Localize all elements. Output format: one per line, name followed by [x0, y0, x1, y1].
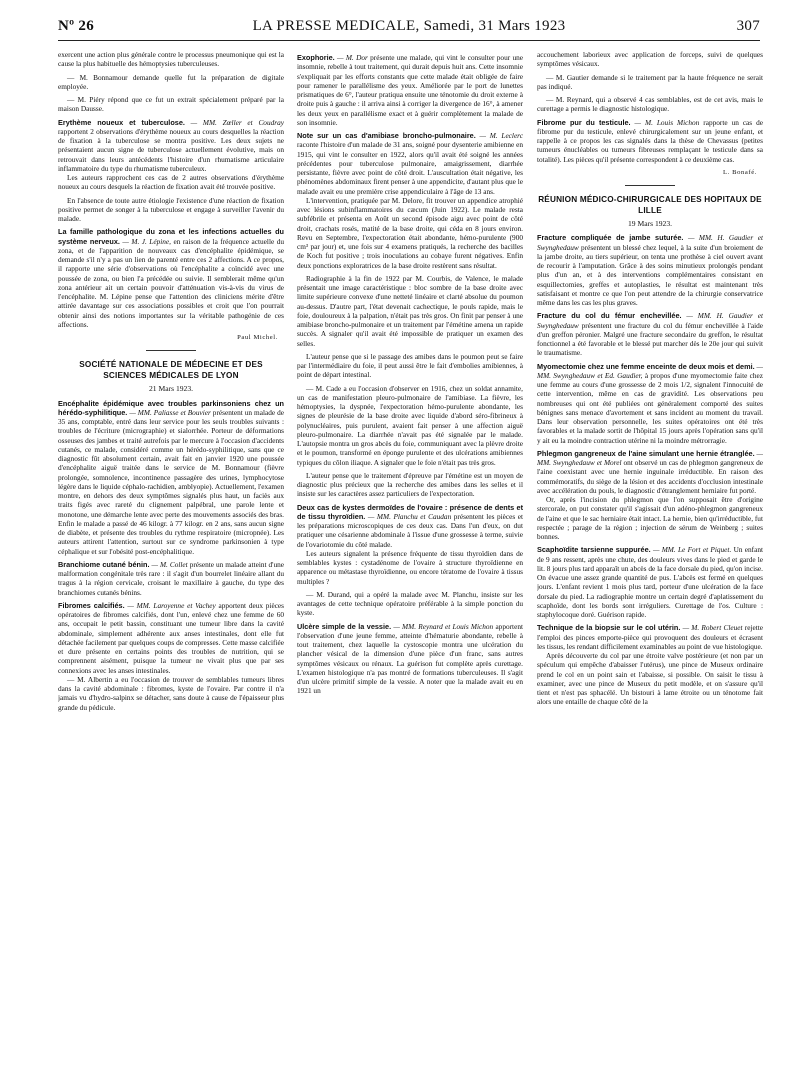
article-myomectomie [537, 362, 763, 445]
divider [146, 350, 196, 351]
divider [625, 185, 675, 186]
article-heading: Fracture du col du fémur enchevillée. [537, 311, 682, 321]
paragraph: — M. Piéry répond que ce fut un extrait spécialement préparé par la maison Dausse. [58, 95, 284, 114]
article-erytheme [58, 118, 284, 174]
article-authors: — MM. Swynghedauw et Ed. Gaudier, [537, 361, 763, 380]
article-text: raconte l'histoire d'un malade de 31 ans, soigné pour dysenterie amibienne en 1915, qui vint le consulter en 1922, alors qu'il avait été soigné les années précédentes pour tuberculose pulmonaire, amaigrissement, diarrhée persistante, fièvre avec point de côté droit. L'auscultation était négative, les phénomènes abdominaux firent penser à une appendicite, d'autant plus que le malade avait eu une première crise appendiculaire à l'âge de 13 ans. [297, 140, 523, 196]
paragraph: Les auteurs rapprochent ces cas de 2 autres observations d'érythème noueux au cours desquels la réaction de fixation avait été trouvée positive. [58, 173, 284, 192]
article-text: rejette l'emploi des pinces emporte-pièce qui provoquent des douleurs et écrasent les tissus, les rendant difficilement examinables au point de vue histologique. [537, 623, 763, 651]
paragraph: Les auteurs signalent la présence fréquente de tissu thyroïdien dans de semblables kystes : cystadénome de l'ovaire à structure thyroïdienne en apparence ou métastase thyroïdienne, ou encore tératome de l'ovaire à tissus multiples ? [297, 548, 523, 586]
paragraph: — M. Durand, qui a opéré la malade avec M. Planchu, insiste sur les avantages de cette technique opératoire préférable à la simple ponction du kyste. [297, 589, 523, 618]
paragraph: En l'absence de toute autre étiologie l'existence d'une réaction de fixation positive permet de songer à la tuberculose et engage à surveiller l'avenir du malade. [58, 195, 284, 223]
article-text: en raison de la fréquence actuelle du zona, et de l'apparition de nouveaux cas d'encéphalite épidémique, se demande s'il n'y a pas un lien de parenté entre ces 2 affections. A ce propos, il rapporte une série d'observations où l'encéphalite a coïncidé avec une poussée de zona, ou bien l'a précédée ou suivie. Il semblerait même qu'un zona antérieur ait un certain pouvoir d'atténuation vis-à-vis du virus de l'encéphalite. M. Lépine pense que l'attention des cliniciens mérite d'être attirée davantage sur ces associations possibles et croit que l'on pourrait obtenir ainsi des notions importantes sur la véritable pathogénie de ces affections. [58, 236, 284, 329]
article-authors: — MM. Le Fort et Piquet. [652, 545, 732, 555]
article-heading: Technique de la biopsie sur le col utérin. [537, 623, 681, 633]
paragraph: L'intervention, pratiquée par M. Delore, fit trouver un appendice atrophié avec lésions subinflammatoires du cæcum (Juin 1922). Le malade resta subfébrile et présenta en Août un second épisode aigu avec point de côté droit, crachats rosés, matité de la base droite, qui céda en 8 jours environ. Revu en Septembre, l'expectoration était abondante, hémo-purulente (900 cm³ par jour) et, une fois sur 4 examens pratiqués, la recherche des bacilles de Koch fut positive ; trois inoculations au cobaye furent négatives. Enfin deux ponctions exploratrices de la base droite restèrent sans résultat. [297, 195, 523, 270]
article-authors: — MM. H. Gaudier et Swynghedauw [537, 311, 763, 330]
article-fibromes [58, 601, 284, 675]
article-text: présentent les pièces et les préparations microscopiques de ces deux cas. Dans l'un d'eux, on dut pratiquer une césarienne abdominale à l'issue d'une grossesse à terme, suivie de l'ovariotomie du côté malade. [297, 511, 523, 549]
article-heading: Phlegmon gangreneux de l'aine simulant une hernie étranglée. [537, 448, 755, 458]
signature: Paul Michel. [237, 334, 278, 341]
article-zona [58, 227, 284, 329]
article-scaphoidite [537, 545, 763, 619]
article-branchiome [58, 560, 284, 597]
article-exophorie [297, 53, 523, 127]
article-heading: Exophorie. [297, 53, 335, 62]
article-authors: — M. Dor [337, 53, 368, 62]
article-heading: La famille pathologique du zona et les infections actuelles du système nerveux. [58, 227, 284, 246]
article-authors: — MM. Laroyenne et Vachey [127, 600, 216, 610]
article-heading: Erythème noueux et tuberculose. [58, 117, 185, 127]
article-text: présente un malade atteint d'une malformation congénitale très rare : il s'agit d'un bourrelet linéaire allant du tragus à la région cervicale, croisant le maxillaire à gauche, du type des branchiomes cutanés bénins. [58, 559, 284, 597]
paragraph: accouchement laborieux avec application de forceps, suivi de quelques symptômes vésicaux. [537, 50, 763, 69]
session-date: 19 Mars 1923. [627, 219, 673, 228]
paragraph: L'auteur pense que le traitement d'épreuve par l'émétine est un moyen de diagnostic plus précieux que la recherche des amibes dans les selles et il insiste sur les caractères assez particuliers de l'expectoration. [297, 470, 523, 499]
article-authors: — M. Louis Michon [634, 117, 700, 127]
page-header [58, 14, 760, 41]
article-fibrome-testicule [537, 118, 763, 164]
article-heading: Fibromes calcifiés. [58, 600, 125, 610]
article-heading: Myomectomie chez une femme enceinte de deux mois et demi. [537, 361, 755, 371]
article-heading: Fibrome pur du testicule. [537, 117, 631, 127]
society-heading: SOCIÉTÉ NATIONALE DE MÉDECINE ET DES SCIENCES MÉDICALES DE LYON [79, 360, 263, 381]
article-heading: Deux cas de kystes dermoïdes de l'ovaire : présence de dents et de tissu thyroïdien. [297, 502, 523, 521]
article-authors: — M. Collet [151, 559, 188, 569]
article-text: présentent une fracture du col du fémur enchevillée à l'aide d'un greffon péronier. Malgré une fracture secondaire du greffon, le résultat fonctionnel a été favorable et le blessé put marcher dès le 20e jour qui suivit le traumatisme. [537, 320, 763, 358]
article-text: apportent deux pièces opératoires de fibromes calcifiés, dont l'un, enlevé chez une femme de 60 ans, occupait le petit bassin, constituant une tumeur libre dans la cavité abdominale, simplement adhérente aux anses intestinales, dont elle fut détachée facilement par quelques coups de compresses. Cette masse calcifiée et dure présente en certains points des troubles de nutrition, qui se comprennent aisément, puisque la tumeur ne vivait plus que par ses connexions avec les anses intestinales. [58, 600, 284, 675]
article-encephalite [58, 399, 284, 556]
article-heading: Note sur un cas d'amibiase broncho-pulmonaire. [297, 131, 476, 140]
article-authors: — MM. Swynghedauw et Morel [537, 448, 763, 467]
paragraph: — M. Reynard, qui a observé 4 cas semblables, est de cet avis, mais le curettage a permis le diagnostic histologique. [537, 95, 763, 114]
paragraph: — M. Bonnamour demande quelle fut la préparation de digitale employée. [58, 72, 284, 91]
article-heading: Ulcère simple de la vessie. [297, 621, 392, 631]
article-heading: Encéphalite épidémique avec troubles parkinsoniens chez un hérédo-syphilitique. [58, 398, 284, 417]
article-text: rapportent 2 observations d'érythème noueux au cours desquelles la réaction de fixation à la tuberculose se montra positive. Les deux sujets ne présentaient aucun signe de tuberculose actuellement évolutive, mais on retrouvait dans leurs antécédents l'histoire d'un rhumatisme articulaire inflammatoire du type du rhumatisme tuberculeux. [58, 126, 284, 173]
article-authors: — MM. Planchu et Caudan [367, 511, 452, 521]
paragraph: — M. Albertin a eu l'occasion de trouver de semblables tumeurs libres dans la cavité abdominale : fibromes, kyste de l'ovaire. Par contre il n'a jamais vu d'hydro-salpinx se détacher, sans doute à cause de l'épaisseur plus grande du pédicule. [58, 674, 284, 712]
article-authors: — M. Robert Cleuet [682, 623, 743, 633]
article-text: rapporte un cas de fibrome pur du testicule, enlevé chirurgicalement sur un jeune enfant, et rappelle à ce propos les cas signalés dans la thèse de Chevassus (petites tumeurs énucléables ou tumeurs fibreuses remplaçant le testicule dans sa totalité). Les pièces qu'il présente correspondent à ce deuxième cas. [537, 117, 763, 164]
article-fracture-femur [537, 311, 763, 357]
society-heading: RÉUNION MÉDICO-CHIRURGICALE DES HOPITAUX DE LILLE [538, 195, 762, 215]
paragraph: exercent une action plus générale contre le processus pneumonique qui est la cause la plus habituelle des hémoptysies tuberculeuses. [58, 50, 284, 69]
paragraph: — M. Gautier demande si le traitement par la haute fréquence ne serait pas indiqué. [537, 72, 763, 91]
article-biopsie [537, 623, 763, 651]
article-kystes [297, 503, 523, 549]
article-authors: — MM. H. Gaudier et Swynghedauw [537, 233, 763, 252]
paragraph: Après découverte du col par une étroite valve postérieure (et non par un spéculum qui empêche d'abaisser l'utérus), une pince de Museux ordinaire prend le col en un point sain et l'abaisse, si possible. On saisit le tissu à examiner, avec une pince de Museux du petit modèle, et on s'assure qu'il tient et n'est pas sphacélé. Un bistouri à lame étroite ou un ténotome fait alors une entaille de chaque côté de la [537, 651, 763, 707]
paragraph: Radiographie à la fin de 1922 par M. Courbis, de Valence, le malade présentait une image caractéristique : bloc sombre de la base droite avec limite supérieure convexe d'une netteté linéaire et clarté absolue du poumon au-dessus. D'autre part, l'état devenait cachectique, le pouls rapide, mais le foie, douloureux à la palpation, n'était pas très gros. On finit par penser à une amibiase broncho-pulmonaire et un traitement par l'émétine amena un rapide succès. A signaler qu'il avait été impossible de pratiquer un examen des selles. [297, 273, 523, 348]
article-authors: — MM. Paliasse et Bouvier [129, 407, 211, 417]
article-text: présentent un blessé chez lequel, à la suite d'un broiement de la jambe droite, au tiers supérieur, on tenta une prothèse à ciel ouvert avant de recourir à l'amputation. Grâce à des soins minutieux prolongés pendant plus d'un an, et à des interventions complémentaires consistant en esquillectomies, greffes et autoplasties, le résultat est maintenant très satisfaisant et montre ce que l'on peut attendre de la chirurgie conservatrice même dans les cas les plus graves. [537, 242, 763, 307]
article-text: apportent l'observation d'une jeune femme, atteinte d'hématurie abondante, rebelle à tout traitement, chez laquelle la cystoscopie montra une ulcération du plancher vésical de la dimension d'une pièce d'un franc, sans autres symptômes vésicaux ou rénaux. La guérison fut complète après curettage. L'examen histologique n'a pas montré de formations tuberculeuses. Il s'agit d'un ulcère primitif simple de la vessie. A noter que la malade avait eu en 1921 un [297, 621, 523, 696]
article-authors: — MM. Zœller et Coudray [190, 117, 284, 127]
article-text: ont observé un cas de phlegmon gangreneux de l'aine coexistant avec une hernie inguinale irréductible. En raison des commémoratifs, du siège de la lésion et des accidents d'occlusion intestinale avec accélération du pouls, le diagnostic d'étranglement herniaire fut porté. [537, 458, 763, 495]
article-phlegmon [537, 449, 763, 495]
column-middle [297, 50, 523, 1075]
column-left [58, 50, 284, 1075]
session-date: 21 Mars 1923. [148, 384, 194, 394]
article-amibiase [297, 131, 523, 196]
column-right [537, 50, 763, 1075]
article-heading: Fracture compliquée de jambe suturée. [537, 233, 684, 243]
paragraph: — M. Cade a eu l'occasion d'observer en 1916, chez un soldat annamite, un cas de manifestation pleuro-pulmonaire de l'amibiase. La fièvre, les hémoptysies, la dyspnée, l'expectoration hémo-purulente abondante, les signes de pleurésie de la base droite avec liquide d'abord séro-fibrineux à polynucléaires, puis purulent, avaient fait penser à une affection aiguë pleuro-pulmonaire. La diarrhée n'avait pas été signalée par le malade. L'autopsie montra un gros abcès du foie, communiquant avec la plèvre droite et le poumon, transformé en éponge purulente et des ulcérations amibiennes typiques du côlon iliaque. A signaler que le foie n'était pas très gros. [297, 383, 523, 467]
article-text: Un enfant de 9 ans ressent, après une chute, des douleurs vives dans le pied et garde le lit. 8 jours plus tard apparaît un abcès de la face dorsale du pied, qu'on incise. On évacue une assez grande quantité de pus. L'abcès est fermé en quelques jours. L'enfant revient 1 mois plus tard, porteur d'une ulcération de la face dorsale du pied. La radiographie montre un certain degré d'aplatissement du scaphoïde, dont les bords sont irréguliers. Curettage de l'os. Culture : staphylocoque doré. Guérison rapide. [537, 545, 763, 619]
issue-number: Nº 26 [58, 18, 95, 34]
article-heading: Scaphoïdite tarsienne suppurée. [537, 545, 651, 555]
article-heading: Branchiome cutané bénin. [58, 559, 150, 569]
article-authors: — M. Leclerc [479, 131, 523, 140]
signature: L. Bonafé. [722, 168, 757, 176]
article-ulcere [297, 622, 523, 696]
journal-title: LA PRESSE MEDICALE, Samedi, 31 Mars 1923 [252, 18, 566, 34]
article-authors: — MM. Reynard et Louis Michon [393, 621, 494, 631]
article-fracture-jambe [537, 233, 763, 307]
article-text: présente une malade, qui vint le consulter pour une insomnie, rebelle à tout traitement, qui durait depuis huit ans. Cette insomnie s'expliquait par les efforts constants que cette malade était obligée de faire pour ramener le parallélisme des yeux. Améliorée par le port de lunettes prismatiques de 6°, l'auteur pratiqua ensuite une ténotomie du droit externe à droite puis à gauche : il arriva ainsi à corriger la divergence de 16°, à amener les deux yeux en parallélisme exact et à guérir complètement la malade de son insomnie. [297, 53, 523, 127]
article-text: présentent un malade de 35 ans, comptable, entré dans leur service pour les seuls troubles suivants : troubles de l'écriture (micrographie) et sialorrhée. Porteur de déformations osseuses des jambes et traité autrefois par le mercure à l'occasion d'accidents cutanés, ce malade, considéré comme un hérédo-syphilitique, sans que ce diagnostic fût absolument certain, avait fait en janvier 1920 une poussée d'encéphalite aiguë traitée dans le service de M. Bonnamour (fièvre prolongée, somnolence, incontinence passagère des urines, lymphocytose légère dans le liquide céphalo-rachidien, amblyopie). Actuellement, l'examen montre, en dehors des deux symptômes signalés plus haut, un faciès aux traits figés avec rareté du clignement palpébral, une parole lente et monotone, une démarche lente avec perte des mouvements associés des bras. Enfin le malade a passé de 46 kilogr. à 77 kilogr. en 2 ans, sans aucun signe de diabète, et présente des troubles du rythme respiratoire (micropnée). Les auteurs attirent l'attention, surtout sur ce syndrome parkinsonien à type céphalique et sur l'obésité post-encéphalitique. [58, 407, 284, 556]
article-authors: — M. J. Lépine, [122, 236, 171, 246]
paragraph: L'auteur pense que si le passage des amibes dans le poumon peut se faire par l'intermédiaire du foie, il peut aussi être le fait d'embolies amibiennes, à point de départ intestinal. [297, 351, 523, 380]
paragraph: Or, après l'incision du phlegmon que l'on supposait être d'origine stercorale, on put constater qu'il s'agissait d'un adéno-phlegmon gangreneux de l'aine et que le sac herniaire était intact. La hernie, bien qu'irréductible, fut respectée ; parage de la région ; injection de sérum de Weinberg ; suites bonnes. [537, 495, 763, 541]
article-text: à propos d'une myomectomie faite chez une femme au cours d'une grossesse de 2 mois 1/2, signalent l'innocuité de cette intervention, même en cas de gravidité. Les observations peu nombreuses qui ont été publiées ont généralement comporté des suites bénignes sans menace d'avortement et sans incident au moment du travail. Dans leur observation personnelle, les suites opératoires ont été très favorables et la malade sortit de l'hôpital 15 jours après l'opération sans qu'il y ait eu la moindre contraction utérine ni la moindre métrorragie. [537, 370, 763, 445]
page-number: 307 [736, 18, 760, 34]
